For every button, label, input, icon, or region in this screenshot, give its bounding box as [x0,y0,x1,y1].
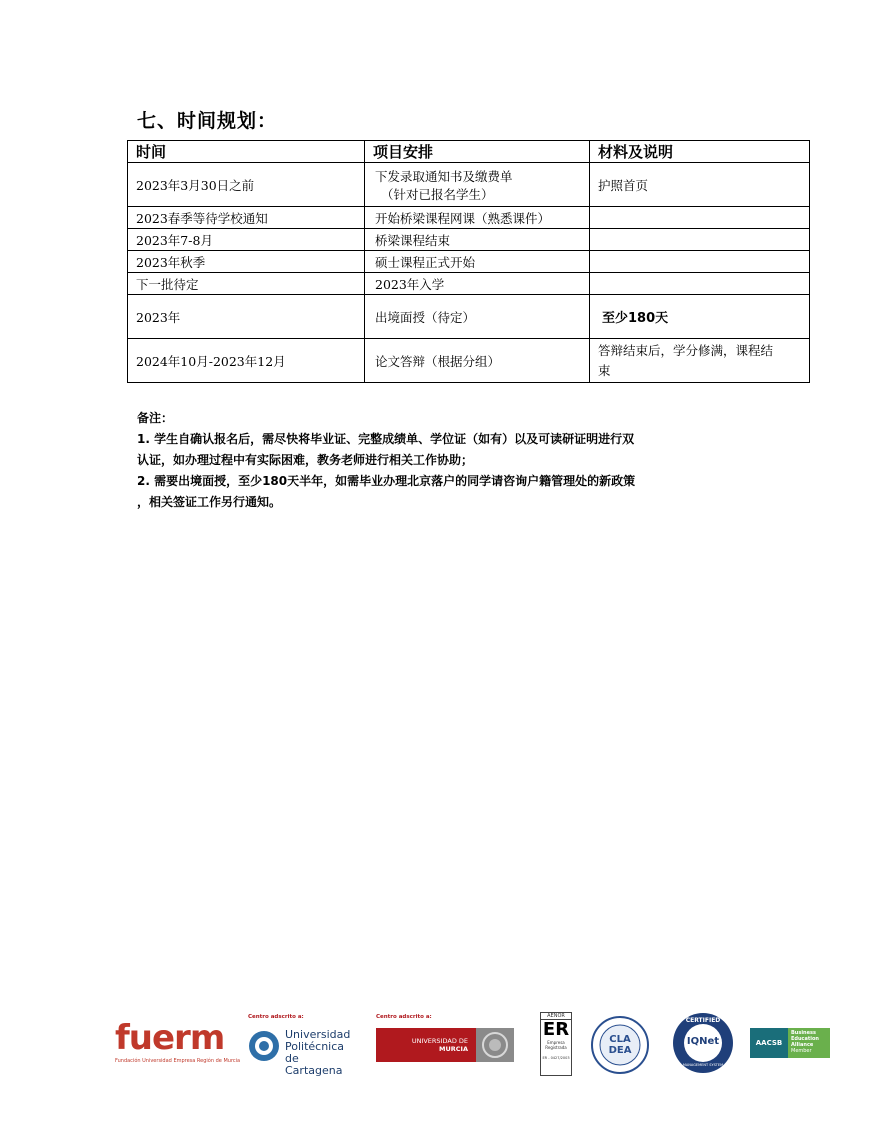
table-row [128,251,810,273]
aenor-sub: Registrada [545,1045,567,1050]
table-header-row [128,141,810,163]
cell-note-line: 束 [598,362,611,378]
cell-item: 硕士课程正式开始 [365,251,590,273]
centro-label: Centro adscrito a: [248,1014,304,1020]
cell-note: 至少180天 [590,295,810,339]
cell-item: 出境面授（待定） [365,295,590,339]
table-row [128,273,810,295]
umu-seal-icon [476,1028,514,1062]
header-note: 材料及说明 [590,141,810,163]
cell-note-line: 答辩结束后，学分修满，课程结 [598,342,774,358]
upct-name-line: Politécnica [285,1040,345,1053]
upct-name [285,1029,358,1077]
umu-name-line: UNIVERSIDAD DE [411,1037,468,1045]
bea-line: Alliance [791,1042,814,1048]
cell-note [590,339,810,383]
centro-label: Centro adscrito a: [376,1014,432,1020]
notes-heading: 备注： [137,411,174,425]
section-title: 七、时间规划： [137,110,278,132]
cell-time: 下一批待定 [128,273,365,295]
cell-item: 开始桥梁课程网课（熟悉课件） [365,207,590,229]
aenor-sub: Empresa [547,1040,565,1045]
cell-time: 2023年3月30日之前 [128,163,365,207]
notes-line: 认证，如办理过程中有实际困难，教务老师进行相关工作协助； [137,453,474,467]
notes-line: 2. 需要出境面授，至少180天半年，如需毕业办理北京落户的同学请咨询户籍管理处的新政策 [137,474,636,488]
iqnet-mgmt: MANAGEMENT SYSTEM [682,1063,724,1067]
table-row [128,229,810,251]
cell-note [590,207,810,229]
cell-time: 2023年秋季 [128,251,365,273]
cell-time: 2024年10月-2023年12月 [128,339,365,383]
cladea-logo [590,1015,650,1075]
aenor-logo [540,1012,572,1076]
cell-time: 2023年 [128,295,365,339]
cell-note: 护照首页 [590,163,810,207]
header-time: 时间 [128,141,365,163]
upct-name-line: de Cartagena [285,1052,343,1077]
cell-note [590,273,810,295]
notes-line: 1. 学生自确认报名后，需尽快将毕业证、完整成绩单、学位证（如有）以及可读研证明进行双 [137,432,635,446]
cell-note [590,251,810,273]
notes-block [137,408,797,513]
bea-block [788,1028,830,1058]
cell-item-line: 下发录取通知书及缴费单 [375,168,513,184]
iqnet-certified: CERTIFIED [685,1017,721,1024]
upct-name-line: Universidad [285,1028,351,1041]
table-row [128,163,810,207]
aenor-er: ER [542,1019,570,1040]
cell-item: 桥梁课程结束 [365,229,590,251]
umu-banner [376,1028,476,1062]
aacsb-logo [750,1028,830,1058]
cell-item: 2023年入学 [365,273,590,295]
fuerm-logo [115,1018,240,1064]
notes-line: ，相关签证工作另行通知。 [137,495,282,509]
bea-line: Business [791,1030,816,1036]
cell-time: 2023年7-8月 [128,229,365,251]
cell-note [590,229,810,251]
upct-emblem-icon [248,1030,280,1062]
table-row [128,339,810,383]
bea-line: Education [791,1036,819,1042]
aenor-label: AENOR [541,1013,571,1020]
cell-time: 2023春季等待学校通知 [128,207,365,229]
schedule-table [127,140,810,383]
cell-item [365,163,590,207]
fuerm-wordmark: fuerm [115,1018,225,1058]
cell-item-line: （针对已报名学生） [381,186,494,202]
table-row [128,207,810,229]
table-row [128,295,810,339]
aenor-code: ER - 0427/2003 [542,1056,570,1060]
bea-member: Member [791,1048,812,1054]
iqnet-logo [672,1012,734,1074]
footer-logos [110,1010,840,1080]
upct-logo [248,1014,358,1077]
umu-logo [376,1014,514,1053]
umu-name-line: MURCIA [439,1045,468,1053]
header-item: 项目安排 [365,141,590,163]
cladea-text: CLA DEA [608,1034,632,1056]
aacsb-wordmark: AACSB [750,1028,788,1058]
fuerm-subtitle: Fundación Universidad Empresa Región de Murcia [115,1058,241,1064]
cell-item: 论文答辩（根据分组） [365,339,590,383]
iqnet-text: IQNet [686,1036,720,1047]
